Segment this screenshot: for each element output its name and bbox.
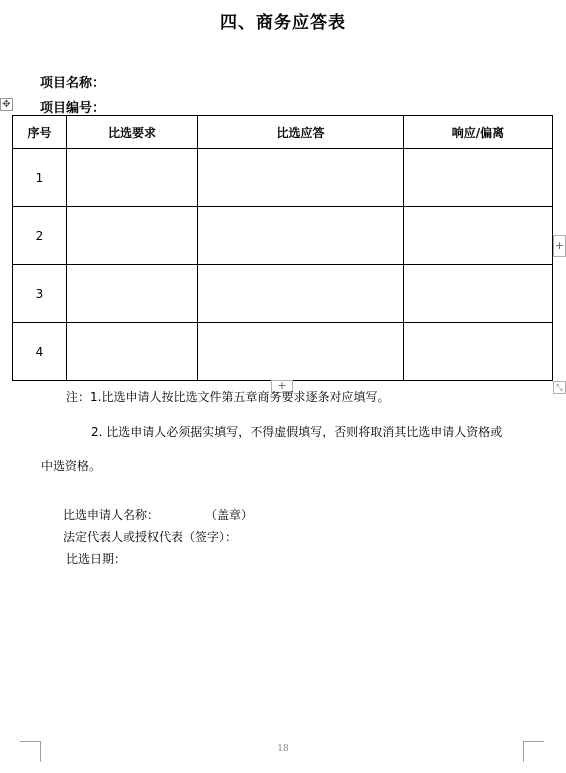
table-row bbox=[13, 265, 553, 323]
header-no: 序号 bbox=[13, 116, 67, 149]
representative-label: 法定代表人或授权代表（签字）： bbox=[63, 530, 238, 544]
add-column-plus-icon[interactable]: + bbox=[553, 235, 566, 257]
answer-cell[interactable] bbox=[198, 265, 404, 323]
requirement-cell[interactable] bbox=[67, 323, 198, 381]
add-row-plus-icon[interactable]: + bbox=[271, 380, 293, 393]
response-table bbox=[12, 115, 553, 381]
note-2: 2. 比选申请人必须据实填写，不得虚假填写，否则将取消其比选申请人资格或 bbox=[91, 425, 503, 439]
project-code-label: 项目编号： bbox=[40, 101, 106, 116]
table-row bbox=[13, 207, 553, 265]
table-move-icon[interactable]: ✥ bbox=[0, 98, 13, 111]
response-cell[interactable] bbox=[404, 265, 553, 323]
requirement-cell[interactable] bbox=[67, 265, 198, 323]
row-number[interactable]: 2 bbox=[13, 207, 67, 265]
header-response: 响应/偏离 bbox=[404, 116, 553, 149]
row-number[interactable]: 4 bbox=[13, 323, 67, 381]
header-requirement: 比选要求 bbox=[67, 116, 198, 149]
requirement-cell[interactable] bbox=[67, 207, 198, 265]
page-number: 18 bbox=[277, 744, 289, 754]
row-number[interactable]: 3 bbox=[13, 265, 67, 323]
answer-cell[interactable] bbox=[198, 149, 404, 207]
response-cell[interactable] bbox=[404, 149, 553, 207]
table-header-row bbox=[13, 116, 553, 149]
response-cell[interactable] bbox=[404, 207, 553, 265]
row-number[interactable]: 1 bbox=[13, 149, 67, 207]
table-row bbox=[13, 149, 553, 207]
applicant-name-label: 比选申请人名称： bbox=[63, 508, 160, 522]
table-row bbox=[13, 323, 553, 381]
note-1: 注：1.比选申请人按比选文件第五章商务要求逐条对应填写。 bbox=[66, 390, 390, 404]
date-label: 比选日期： bbox=[66, 552, 127, 566]
seal-label: （盖章） bbox=[205, 508, 254, 522]
response-cell[interactable] bbox=[404, 323, 553, 381]
requirement-cell[interactable] bbox=[67, 149, 198, 207]
project-name-label: 项目名称： bbox=[40, 76, 106, 91]
note-2-continued: 中选资格。 bbox=[41, 459, 102, 473]
answer-cell[interactable] bbox=[198, 207, 404, 265]
page-title: 四、商务应答表 bbox=[220, 13, 346, 33]
answer-cell[interactable] bbox=[198, 323, 404, 381]
table-resize-icon[interactable]: ⤡ bbox=[553, 381, 566, 394]
header-answer: 比选应答 bbox=[198, 116, 404, 149]
